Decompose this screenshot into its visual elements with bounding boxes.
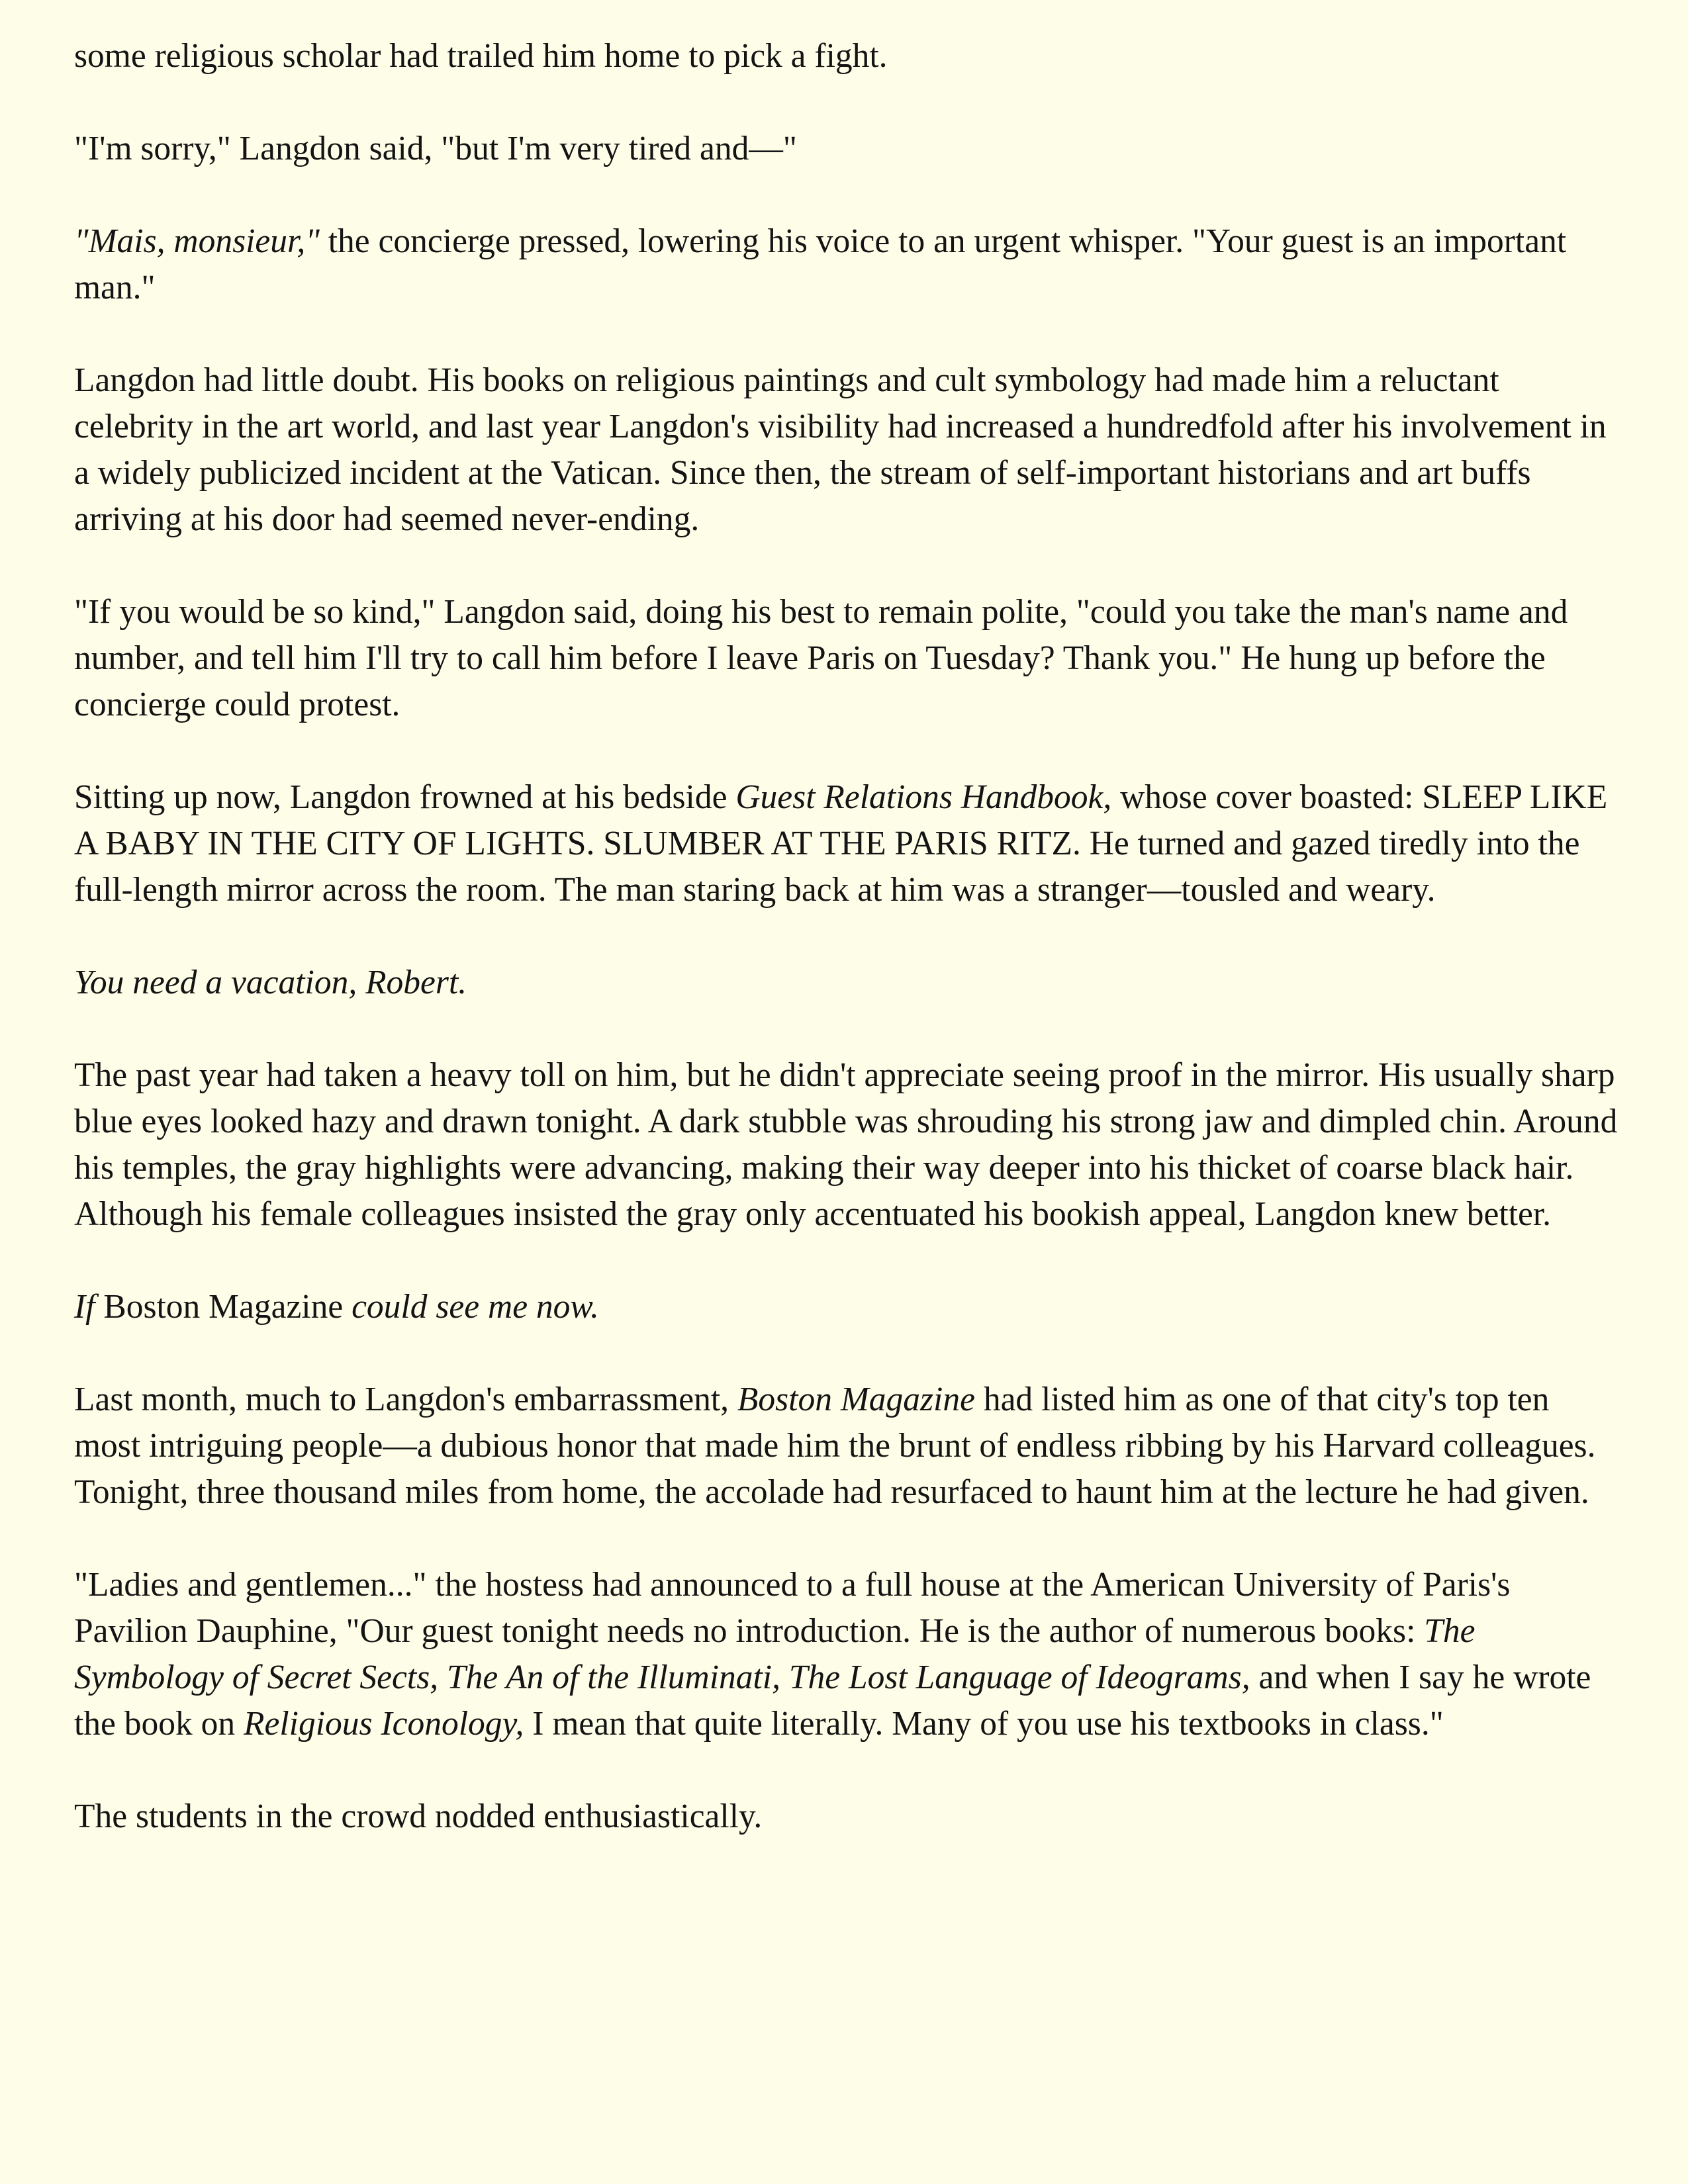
paragraph-7 (74, 960, 1623, 1006)
text-run: "If you would be so kind," Langdon said, doing his best to remain polite, "could you take the man's name and number, and tell him I'll try to call him before I leave Paris on Tuesday? Thank you." He hung up before the concierge could protest. (74, 593, 1568, 723)
paragraph-8 (74, 1052, 1623, 1238)
text-run: "I'm sorry," Langdon said, "but I'm very tired and—" (74, 130, 797, 167)
text-run: and when I say he wrote the book on (74, 1659, 1591, 1743)
paragraph-1 (74, 33, 1623, 79)
italic-run: could see me now. (352, 1288, 599, 1326)
text-run: had listed him as one of that city's top ten most intriguing people—a dubious honor that made him the brunt of endless ribbing by his Harvard colleagues. Tonight, three thousand miles from home, the accolade had resurfaced to haunt him at the lecture he had given. (74, 1381, 1596, 1511)
paragraph-11 (74, 1562, 1623, 1747)
italic-run: The Symbology of Secret Sects, The An of the Illuminati, The Lost Language of Ideograms, (74, 1612, 1476, 1696)
italic-run: You need a vacation, Robert. (74, 964, 467, 1001)
italic-run: If (74, 1288, 95, 1326)
paragraph-3 (74, 218, 1623, 311)
text-run: I mean that quite literally. Many of you use his textbooks in class." (524, 1705, 1444, 1743)
paragraph-6 (74, 774, 1623, 913)
italic-run: Religious Iconology, (244, 1705, 524, 1743)
paragraph-10 (74, 1377, 1623, 1516)
text-run: Last month, much to Langdon's embarrassment, (74, 1381, 737, 1418)
text-run: whose cover boasted: SLEEP LIKE A BABY IN THE CITY OF LIGHTS. SLUMBER AT THE PARIS RITZ. He turned and gazed tiredly into the full-length mirror across the room. The man staring back at him was a stranger—tousled and weary. (74, 778, 1608, 909)
text-run: the concierge pressed, lowering his voice to an urgent whisper. "Your guest is an important man." (74, 222, 1567, 306)
text-run: "Ladies and gentlemen..." the hostess had announced to a full house at the American University of Paris's Pavilion Dauphine, "Our guest tonight needs no introduction. He is the author of numerous books: (74, 1566, 1511, 1650)
text-run: some religious scholar had trailed him home to pick a fight. (74, 37, 888, 75)
paragraph-5 (74, 589, 1623, 728)
text-run: Boston Magazine (95, 1288, 352, 1326)
text-run: The students in the crowd nodded enthusiastically. (74, 1797, 763, 1835)
italic-run: Guest Relations Handbook, (735, 778, 1112, 816)
paragraph-9 (74, 1284, 1623, 1330)
text-run: Langdon had little doubt. His books on religious paintings and cult symbology had made him a reluctant celebrity in the art world, and last year Langdon's visibility had increased a hundredfold after his involvement in a widely publicized incident at the Vatican. Since then, the stream of self-important historians and art buffs arriving at his door had seemed never-ending. (74, 361, 1607, 538)
text-run: The past year had taken a heavy toll on him, but he didn't appreciate seeing proof in the mirror. His usually sharp blue eyes looked hazy and drawn tonight. A dark stubble was shrouding his strong jaw and dimpled chin. Around his temples, the gray highlights were advancing, making their way deeper into his thicket of coarse black hair. Although his female colleagues insisted the gray only accentuated his bookish appeal, Langdon knew better. (74, 1056, 1618, 1233)
document-page (74, 33, 1623, 1840)
italic-run: Boston Magazine (737, 1381, 975, 1418)
italic-run: "Mais, monsieur," (74, 222, 320, 260)
paragraph-4 (74, 357, 1623, 543)
paragraph-12 (74, 1794, 1623, 1840)
paragraph-2 (74, 126, 1623, 172)
text-run: Sitting up now, Langdon frowned at his bedside (74, 778, 736, 816)
